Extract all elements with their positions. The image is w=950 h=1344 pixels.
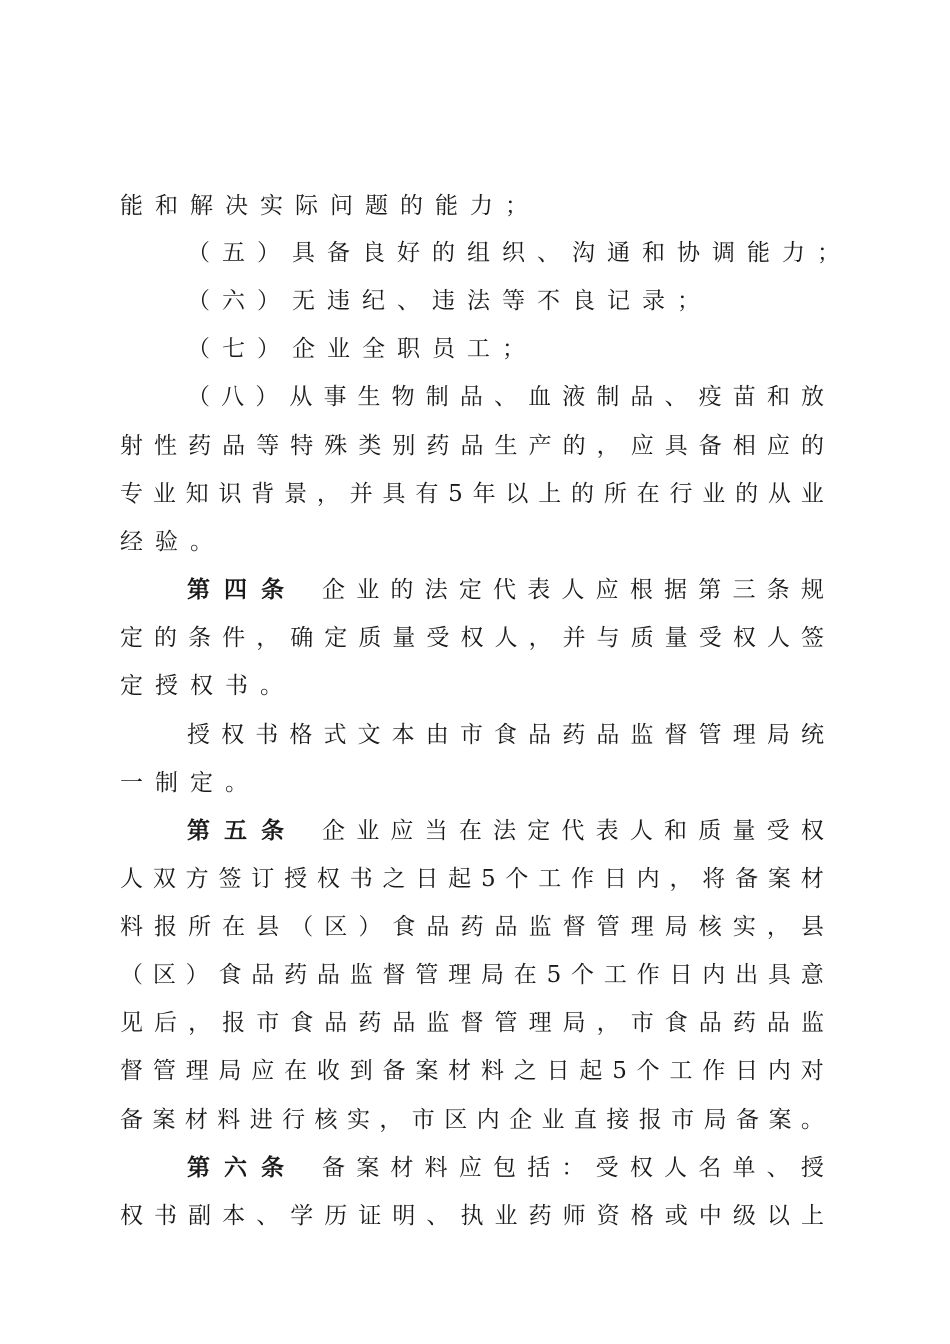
- article-six-title: 第六条: [187, 1155, 298, 1181]
- item-five: （五）具备良好的组织、沟通和协调能力；: [187, 240, 852, 266]
- text-line: 定 的 条 件 ， 确 定 质 量 受 权 人 ， 并 与 质 量 受 权 人 签: [120, 625, 824, 651]
- article-six-text: 备 案 材 料 应 包 括 ： 受 权 人 名 单 、 授: [322, 1155, 824, 1181]
- article-four-line: [187, 575, 824, 605]
- text-line: 料 报 所 在 县 （ 区 ） 食 品 药 品 监 督 管 理 局 核 实 ， 县: [120, 914, 824, 940]
- text-line: 权 书 副 本 、 学 历 证 明 、 执 业 药 师 资 格 或 中 级 以 上: [120, 1203, 824, 1229]
- text-line: 见 后 ， 报 市 食 品 药 品 监 督 管 理 局 ， 市 食 品 药 品 监: [120, 1010, 824, 1036]
- text-line: 专 业 知 识 背 景 ， 并 具 有 5 年 以 上 的 所 在 行 业 的 从 业: [120, 481, 824, 507]
- article-four-text: 企 业 的 法 定 代 表 人 应 根 据 第 三 条 规: [322, 577, 824, 603]
- article-five-line: [187, 816, 824, 846]
- text-line: 人 双 方 签 订 授 权 书 之 日 起 5 个 工 作 日 内 ， 将 备 案 材: [120, 866, 824, 892]
- text-line: 射 性 药 品 等 特 殊 类 别 药 品 生 产 的 ， 应 具 备 相 应 的: [120, 433, 824, 459]
- text-line: 一制定。: [120, 770, 260, 796]
- article-five-text: 企 业 应 当 在 法 定 代 表 人 和 质 量 受 权: [322, 818, 824, 844]
- text-line: 经验。: [120, 529, 225, 555]
- item-eight: （ 八 ） 从 事 生 物 制 品 、 血 液 制 品 、 疫 苗 和 放: [187, 384, 824, 410]
- article-five-title: 第五条: [187, 818, 298, 844]
- item-six: （六）无违纪、违法等不良记录；: [187, 288, 712, 314]
- text-line: 授 权 书 格 式 文 本 由 市 食 品 药 品 监 督 管 理 局 统: [187, 722, 824, 748]
- text-line: 备 案 材 料 进 行 核 实 ， 市 区 内 企 业 直 接 报 市 局 备 案 。: [120, 1107, 824, 1133]
- article-four-title: 第四条: [187, 577, 298, 603]
- text-line: （ 区 ） 食 品 药 品 监 督 管 理 局 在 5 个 工 作 日 内 出 具 意: [120, 962, 824, 988]
- text-line: 能和解决实际问题的能力；: [120, 193, 540, 219]
- article-six-line: [187, 1153, 824, 1183]
- item-seven: （七）企业全职员工；: [187, 336, 537, 362]
- text-line: 定授权书。: [120, 673, 295, 699]
- text-line: 督 管 理 局 应 在 收 到 备 案 材 料 之 日 起 5 个 工 作 日 内 对: [120, 1058, 824, 1084]
